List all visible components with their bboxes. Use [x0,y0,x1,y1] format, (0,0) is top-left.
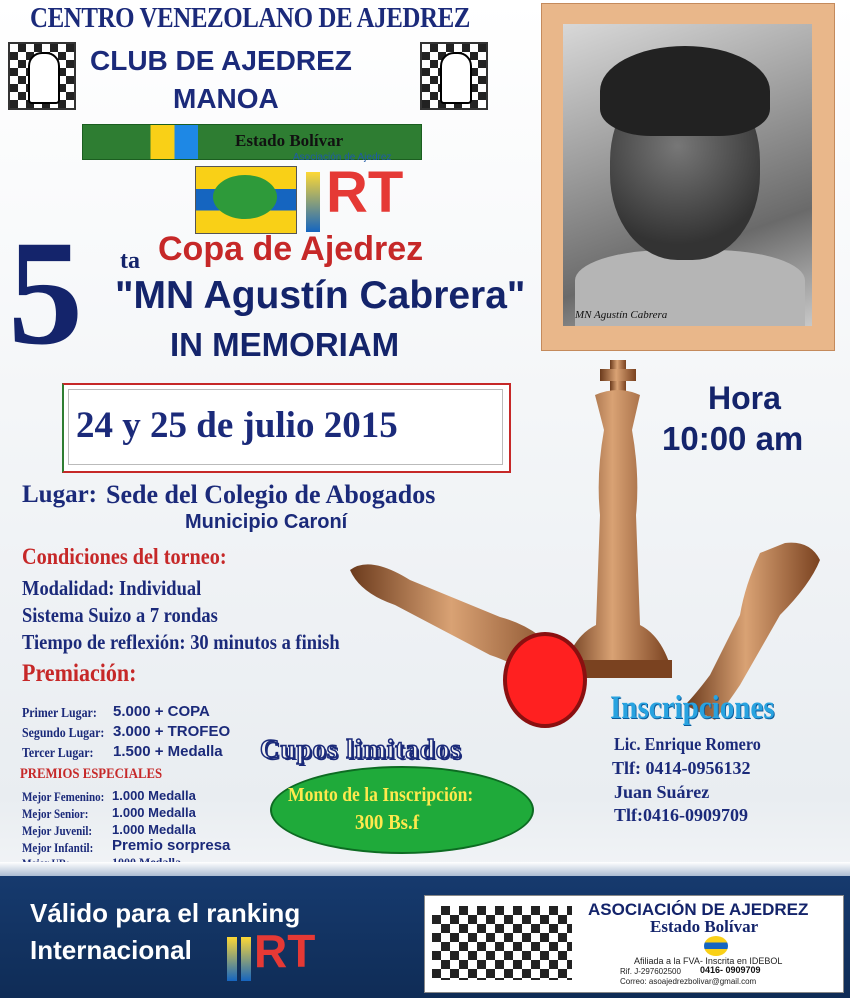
place-name: Sede del Colegio de Abogados [106,480,436,509]
irt-bottom-logo: RT [254,925,316,977]
condition-time: Tiempo de reflexión: 30 minutos a finish [22,630,340,654]
memoriam-label: IN MEMORIAM [170,326,400,363]
municipality: Municipio Caroní [185,511,348,533]
honoree-name: "MN Agustín Cabrera" [115,274,526,317]
portrait-hair [600,46,770,136]
prize-second-value: 3.000 + TROFEO [113,723,231,740]
chess-pieces-illustration [340,355,840,735]
prizes-heading: Premiación: [22,660,137,687]
club-name-line1: CLUB DE AJEDREZ [90,45,352,76]
prize-second-label: Segundo Lugar: [22,726,105,741]
chessboard-logo-right [420,42,488,110]
contact1-name: Lic. Enrique Romero [614,734,761,754]
edition-ordinal: ta [120,248,140,274]
event-time: 10:00 am [662,420,804,457]
special-child-label: Mejor Infantil: [22,840,94,855]
prize-first-label: Primer Lugar: [22,706,97,721]
edition-number: 5 [8,210,83,376]
special-juvenile-value: 1.000 Medalla [112,822,196,837]
limited-spots: Cupos limitados [260,734,462,764]
special-child-value: Premio sorpresa [112,837,231,854]
contact2-phone: Tlf:0416-0909709 [614,805,748,825]
association-affiliation: Afiliada a la FVA- Inscrita en IDEBOL [634,956,783,966]
association-phone: 0416- 0909709 [700,965,761,975]
state-name: Estado Bolívar [235,131,344,150]
irt-bar-icon [306,172,320,232]
ranking-line2: Internacional [30,935,192,965]
fee-amount: 300 Bs.f [355,810,420,834]
cup-title: Copa de Ajedrez [158,230,424,268]
place-label: Lugar: [22,481,97,508]
association-email: Correo: asoajedrezbolivar@gmail.com [620,977,757,986]
time-label: Hora [708,380,781,416]
association-rif: Rif. J-297602500 [620,967,681,976]
registration-heading: Inscripciones [610,690,775,726]
condition-modality: Modalidad: Individual [22,576,202,600]
special-juvenile-label: Mejor Juvenil: [22,823,93,838]
association-emblem-icon [704,936,728,956]
conditions-heading: Condiciones del torneo: [22,544,227,569]
ranking-line1: Válido para el ranking [30,898,301,928]
irt-logo-text: RT [326,160,404,225]
org-title: CENTRO VENEZOLANO DE AJEDREZ [30,2,470,34]
prize-first-value: 5.000 + COPA [113,703,210,720]
contact2-name: Juan Suárez [614,782,710,802]
flag-emblem-icon [213,175,277,219]
event-date: 24 y 25 de julio 2015 [76,405,398,446]
special-senior-value: 1.000 Medalla [112,805,196,820]
irt-bottom-bar-icon [227,937,237,981]
association-chess-icon [432,906,572,980]
special-senior-label: Mejor Senior: [22,806,89,821]
chessboard-logo-left [8,42,76,110]
association-label: Asociación de Ajedrez [293,152,392,163]
special-prizes-heading: PREMIOS ESPECIALES [20,766,163,782]
association-state: Estado Bolívar [650,917,759,936]
contact1-phone: Tlf: 0414-0956132 [612,758,751,778]
prize-third-label: Tercer Lugar: [22,746,94,761]
portrait-caption: MN Agustín Cabrera [575,309,668,321]
special-female-value: 1.000 Medalla [112,788,196,803]
special-female-label: Mejor Femenino: [22,789,105,804]
club-name-line2: MANOA [173,83,279,114]
association-title: ASOCIACIÓN DE AJEDREZ [588,900,809,919]
fee-label: Monto de la Inscripción: [288,784,474,806]
prize-third-value: 1.500 + Medalla [113,743,223,760]
condition-system: Sistema Suizo a 7 rondas [22,603,218,627]
irt-bottom-bar2-icon [241,937,251,981]
